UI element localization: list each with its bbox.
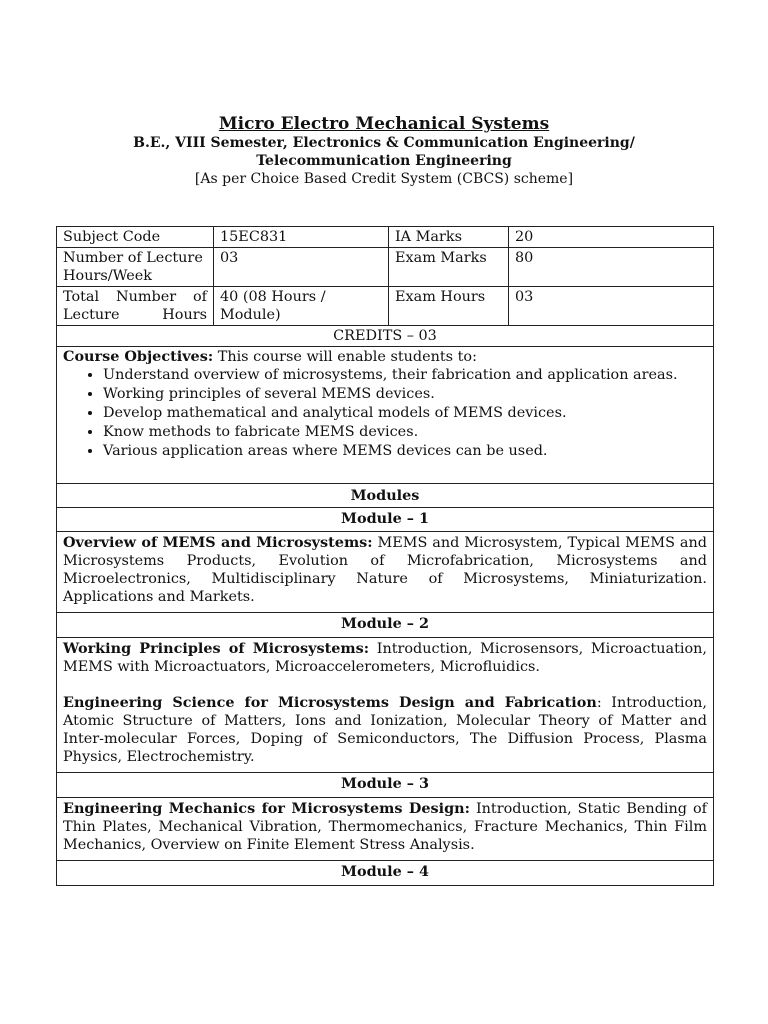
modules-heading: Modules xyxy=(57,484,714,508)
module-2-content xyxy=(57,638,714,773)
module-heading-row xyxy=(57,861,714,886)
objective-item: • Understand overview of microsystems, their fabrication and application areas. xyxy=(103,366,707,385)
course-subtitle-line1: B.E., VIII Semester, Electronics & Communication Engineering/ xyxy=(133,135,635,151)
topic-text: Introduction, Static Bending of Thin Plates, Mechanical Vibration, Thermomechanics, Fracture Mechanics, Thin Film Mechanics, Overview on Finite Element Stress Analysis. xyxy=(63,801,707,853)
module-heading-row xyxy=(57,773,714,798)
ia-marks-label: IA Marks xyxy=(389,227,509,248)
objective-item: • Various application areas where MEMS devices can be used. xyxy=(103,442,707,461)
credits-row xyxy=(57,326,714,347)
modules-heading-row xyxy=(57,484,714,508)
exam-marks-value: 80 xyxy=(509,248,714,287)
course-objectives xyxy=(57,347,714,484)
objective-item: • Know methods to fabricate MEMS devices. xyxy=(103,423,707,442)
lecture-hours-week-label: Number of Lecture Hours/Week xyxy=(57,248,214,287)
total-lecture-hours-value: 40 (08 Hours / Module) xyxy=(214,287,389,326)
module-paragraph xyxy=(63,640,707,676)
objectives-row xyxy=(57,347,714,484)
course-subtitle-line2: Telecommunication Engineering xyxy=(256,153,512,169)
credits: CREDITS – 03 xyxy=(57,326,714,347)
module-1-content xyxy=(57,532,714,613)
objectives-intro: This course will enable students to: xyxy=(213,349,477,365)
lecture-hours-week-value: 03 xyxy=(214,248,389,287)
module-4-heading: Module – 4 xyxy=(57,861,714,886)
ia-marks-value: 20 xyxy=(509,227,714,248)
module-3-heading: Module – 3 xyxy=(57,773,714,798)
module-heading-row xyxy=(57,613,714,638)
topic-text: Introduction, Microsensors, Microactuation, MEMS with Microactuators, Microaccelerometers, Microfluidics. xyxy=(63,641,707,675)
topic-title: Working Principles of Microsystems: xyxy=(63,640,370,657)
module-3-content xyxy=(57,798,714,861)
topic-text: : Introduction, Atomic Structure of Matters, Ions and Ionization, Molecular Theory of Matter and Inter-molecular Forces, Doping of Semiconductors, The Diffusion Process, Plasma Physics, Electrochemistry. xyxy=(63,695,707,765)
topic-title: Overview of MEMS and Microsystems: xyxy=(63,534,373,551)
exam-hours-label: Exam Hours xyxy=(389,287,509,326)
objectives-label: Course Objectives: xyxy=(63,348,214,365)
objectives-list xyxy=(63,366,707,461)
subject-code-label: Subject Code xyxy=(57,227,214,248)
objective-item: • Working principles of several MEMS devices. xyxy=(103,385,707,404)
syllabus-table xyxy=(56,226,714,886)
document-header xyxy=(0,114,768,189)
objective-item: • Develop mathematical and analytical models of MEMS devices. xyxy=(103,404,707,423)
scheme-note: [As per Choice Based Credit System (CBCS) scheme] xyxy=(194,171,574,187)
topic-title: Engineering Science for Microsystems Design and Fabrication xyxy=(63,694,597,711)
subject-code-value: 15EC831 xyxy=(214,227,389,248)
topic-text: MEMS and Microsystem, Typical MEMS and Microsystems Products, Evolution of Microfabrication, Microsystems and Microelectronics, Multidisciplinary Nature of Microsystems, Miniaturization. Applications and Markets. xyxy=(63,535,707,605)
info-row xyxy=(57,287,714,326)
info-row xyxy=(57,227,714,248)
module-content-row xyxy=(57,532,714,613)
module-1-heading: Module – 1 xyxy=(57,508,714,532)
module-content-row xyxy=(57,638,714,773)
exam-marks-label: Exam Marks xyxy=(389,248,509,287)
module-heading-row xyxy=(57,508,714,532)
module-paragraph xyxy=(63,694,707,766)
topic-title: Engineering Mechanics for Microsystems Design: xyxy=(63,800,470,817)
exam-hours-value: 03 xyxy=(509,287,714,326)
module-paragraph xyxy=(63,534,707,606)
info-row xyxy=(57,248,714,287)
course-title: Micro Electro Mechanical Systems xyxy=(218,114,550,134)
total-lecture-hours-label: Total Number of Lecture Hours xyxy=(57,287,214,326)
module-content-row xyxy=(57,798,714,861)
module-2-heading: Module – 2 xyxy=(57,613,714,638)
module-paragraph xyxy=(63,800,707,854)
